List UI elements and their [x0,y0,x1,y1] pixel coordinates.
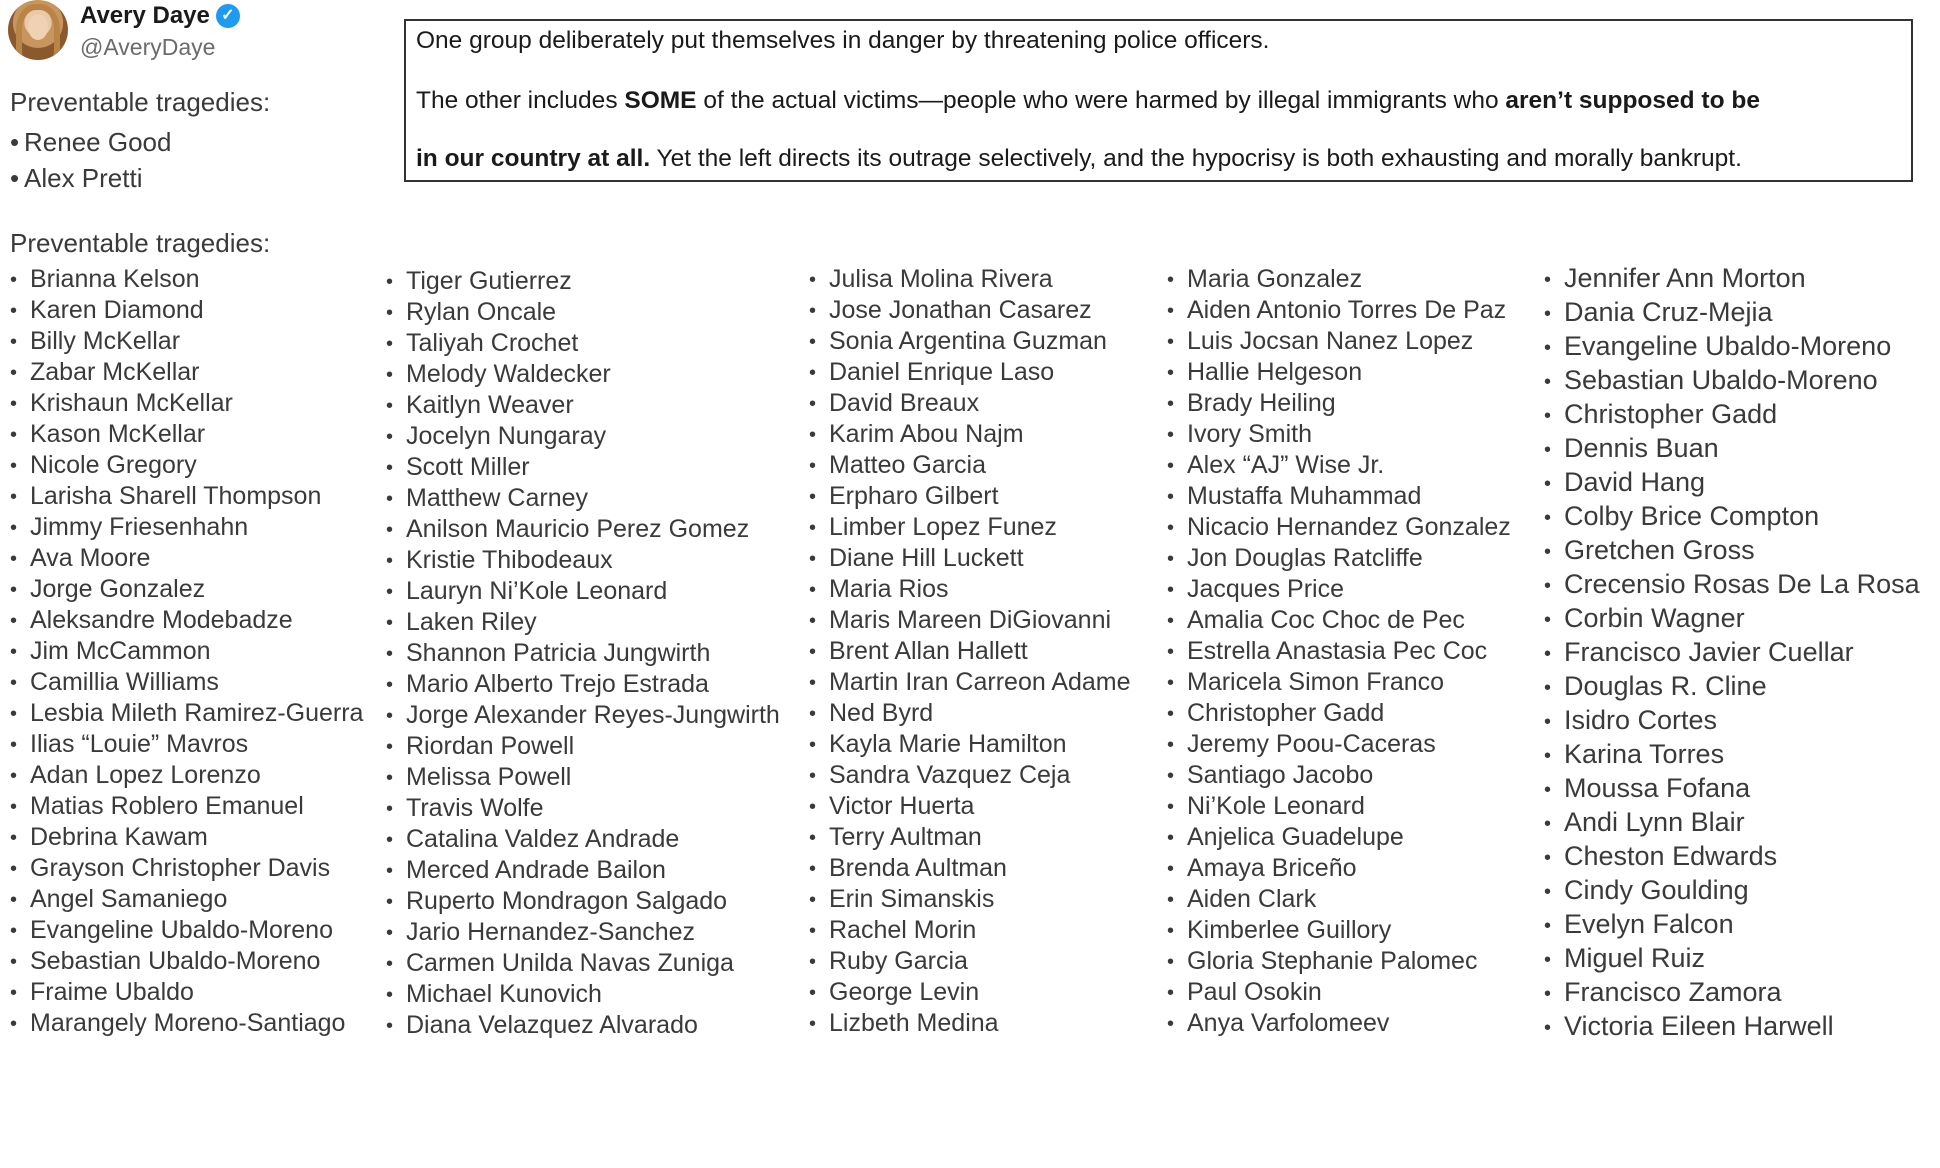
list-item: • Karina Torres [1544,738,1920,772]
list-item: • Gloria Stephanie Palomec [1167,946,1511,977]
list-item: • Kimberlee Guillory [1167,915,1511,946]
list-item: • Debrina Kawam [10,822,363,853]
names-column-4 [1167,264,1511,1039]
list-item: • Ivory Smith [1167,419,1511,450]
list-item: • Jeremy Poou-Caceras [1167,729,1511,760]
list-item: • Amalia Coc Choc de Pec [1167,605,1511,636]
list-item: • Anjelica Guadelupe [1167,822,1511,853]
names-column-1 [10,264,363,1039]
list-item: • Mario Alberto Trejo Estrada [386,669,780,700]
list-item: • Jon Douglas Ratcliffe [1167,543,1511,574]
list-item: • Billy McKellar [10,326,363,357]
list-item: • Brianna Kelson [10,264,363,295]
list-item: • Christopher Gadd [1167,698,1511,729]
quote-emphasis: SOME [624,87,697,114]
list-item: • Melissa Powell [386,762,780,793]
list-item: • Diane Hill Luckett [809,543,1131,574]
names-column-2 [386,266,780,1041]
list-item [10,124,171,160]
quote-box [404,19,1913,182]
list-item: • Ilias “Louie” Mavros [10,729,363,760]
list-item: • Colby Brice Compton [1544,500,1920,534]
list-item: • Anya Varfolomeev [1167,1008,1511,1039]
list-item: • Diana Velazquez Alvarado [386,1010,780,1041]
list-item: • Amaya Briceño [1167,853,1511,884]
list-item: • Corbin Wagner [1544,602,1920,636]
list-item: • Douglas R. Cline [1544,670,1920,704]
list-item: • Scott Miller [386,452,780,483]
list-item: • Lesbia Mileth Ramirez-Guerra [10,698,363,729]
list-item: • Kristie Thibodeaux [386,545,780,576]
list-item: • Jose Jonathan Casarez [809,295,1131,326]
list-item: • Lizbeth Medina [809,1008,1131,1039]
intro-list [10,124,171,196]
list-item: • Jocelyn Nungaray [386,421,780,452]
author-handle[interactable]: @AveryDaye [80,34,216,60]
list-item: • Shannon Patricia Jungwirth [386,638,780,669]
list-item: • Travis Wolfe [386,793,780,824]
list-item: • Matteo Garcia [809,450,1131,481]
list-item: • Ava Moore [10,543,363,574]
list-item: • David Breaux [809,388,1131,419]
list-item: • Carmen Unilda Navas Zuniga [386,948,780,979]
author-name-row[interactable] [80,2,240,30]
list-item: • Dania Cruz-Mejia [1544,296,1920,330]
list-item: • Larisha Sharell Thompson [10,481,363,512]
list-item: • Alex “AJ” Wise Jr. [1167,450,1511,481]
list-item: • Daniel Enrique Laso [809,357,1131,388]
list-item: • Evelyn Falcon [1544,908,1920,942]
list-item: • Aleksandre Modebadze [10,605,363,636]
list-item: • Julisa Molina Rivera [809,264,1131,295]
list-item: • Luis Jocsan Nanez Lopez [1167,326,1511,357]
list-item: • Mustaffa Muhammad [1167,481,1511,512]
list-item: • Laken Riley [386,607,780,638]
list-item: • Sonia Argentina Guzman [809,326,1131,357]
quote-text: Yet the left directs its outrage selectively, and the hypocrisy is both exhausting and morally bankrupt. [650,145,1742,172]
list-item: • Melody Waldecker [386,359,780,390]
quote-emphasis: aren’t supposed to be [1505,87,1760,114]
list-item-text: Renee Good [24,127,172,157]
list-item: • Limber Lopez Funez [809,512,1131,543]
author-name[interactable]: Avery Daye [80,2,210,29]
list-item: • Sebastian Ubaldo-Moreno [10,946,363,977]
list-item: • Cheston Edwards [1544,840,1920,874]
list-item: • Maria Gonzalez [1167,264,1511,295]
list-item: • Michael Kunovich [386,979,780,1010]
list-item: • Fraime Ubaldo [10,977,363,1008]
list-item: • Victor Huerta [809,791,1131,822]
list-item: • Kaitlyn Weaver [386,390,780,421]
list-item: • Francisco Zamora [1544,976,1920,1010]
verified-badge-icon: ✓ [216,4,240,28]
list-item: • Jim McCammon [10,636,363,667]
list-item: • Jario Hernandez-Sanchez [386,917,780,948]
list-item: • Brenda Aultman [809,853,1131,884]
list-item: • Brady Heiling [1167,388,1511,419]
list-item: • Jimmy Friesenhahn [10,512,363,543]
list-item: • Jorge Alexander Reyes-Jungwirth [386,700,780,731]
list-item: • Nicacio Hernandez Gonzalez [1167,512,1511,543]
list-item: • Miguel Ruiz [1544,942,1920,976]
list-item: • Anilson Mauricio Perez Gomez [386,514,780,545]
quote-emphasis: in our country at all. [416,145,651,172]
list-item: • David Hang [1544,466,1920,500]
list-item: • Lauryn Ni’Kole Leonard [386,576,780,607]
list-item: • Merced Andrade Bailon [386,855,780,886]
list-item: • Karen Diamond [10,295,363,326]
list-item [10,160,171,196]
list-item: • Dennis Buan [1544,432,1920,466]
list-item: • Isidro Cortes [1544,704,1920,738]
list-item: • Kayla Marie Hamilton [809,729,1131,760]
list-item: • Evangeline Ubaldo-Moreno [1544,330,1920,364]
list-item: • Andi Lynn Blair [1544,806,1920,840]
list-item: • Grayson Christopher Davis [10,853,363,884]
quote-line-1: One group deliberately put themselves in danger by threatening police officers. [416,27,1270,54]
quote-line-2 [416,85,1760,117]
list-item: • Rachel Morin [809,915,1131,946]
bullet: • [10,127,20,157]
list-item: • Jennifer Ann Morton [1544,262,1920,296]
list-item: • Evangeline Ubaldo-Moreno [10,915,363,946]
list-item: • Jorge Gonzalez [10,574,363,605]
list-item: • Erpharo Gilbert [809,481,1131,512]
list-item: • Aiden Antonio Torres De Paz [1167,295,1511,326]
quote-text: The other includes [416,87,625,114]
list-item: • Maris Mareen DiGiovanni [809,605,1131,636]
list-item: • Victoria Eileen Harwell [1544,1010,1920,1044]
list-item: • Riordan Powell [386,731,780,762]
list-item: • Krishaun McKellar [10,388,363,419]
list-item: • Karim Abou Najm [809,419,1131,450]
list-item: • Cindy Goulding [1544,874,1920,908]
list-item: • Maricela Simon Franco [1167,667,1511,698]
list-item: • Terry Aultman [809,822,1131,853]
list-item: • Jacques Price [1167,574,1511,605]
list-item-text: Alex Pretti [24,163,143,193]
list-item: • Maria Rios [809,574,1131,605]
bullet: • [10,163,20,193]
list-item: • Rylan Oncale [386,297,780,328]
list-item: • Estrella Anastasia Pec Coc [1167,636,1511,667]
list-item: • Moussa Fofana [1544,772,1920,806]
list-item: • Angel Samaniego [10,884,363,915]
list-item: • Crecensio Rosas De La Rosa [1544,568,1920,602]
list-item: • Matthew Carney [386,483,780,514]
list-item: • Camillia Williams [10,667,363,698]
list-item: • Francisco Javier Cuellar [1544,636,1920,670]
list-item: • Ned Byrd [809,698,1131,729]
list-item: • Matias Roblero Emanuel [10,791,363,822]
list-item: • Ruby Garcia [809,946,1131,977]
quote-line-3 [416,143,1742,175]
list-item: • Christopher Gadd [1544,398,1920,432]
list-item: • Ruperto Mondragon Salgado [386,886,780,917]
list-item: • Brent Allan Hallett [809,636,1131,667]
list-item: • George Levin [809,977,1131,1008]
list-item: • Hallie Helgeson [1167,357,1511,388]
list-item: • Kason McKellar [10,419,363,450]
list-item: • Marangely Moreno-Santiago [10,1008,363,1039]
list-item: • Taliyah Crochet [386,328,780,359]
list-item: • Catalina Valdez Andrade [386,824,780,855]
list-item: • Paul Osokin [1167,977,1511,1008]
list-heading: Preventable tragedies: [10,228,271,258]
list-item: • Sandra Vazquez Ceja [809,760,1131,791]
list-item: • Sebastian Ubaldo-Moreno [1544,364,1920,398]
names-column-5 [1544,262,1920,1044]
list-item: • Aiden Clark [1167,884,1511,915]
list-item: • Gretchen Gross [1544,534,1920,568]
list-item: • Erin Simanskis [809,884,1131,915]
avatar[interactable] [8,0,68,60]
avatar-face [28,14,48,40]
quote-text: of the actual victims—people who were harmed by illegal immigrants who [696,87,1506,114]
intro-heading: Preventable tragedies: [10,87,271,117]
list-item: • Zabar McKellar [10,357,363,388]
list-item: • Adan Lopez Lorenzo [10,760,363,791]
list-item: • Nicole Gregory [10,450,363,481]
list-item: • Martin Iran Carreon Adame [809,667,1131,698]
list-item: • Ni’Kole Leonard [1167,791,1511,822]
names-column-3 [809,264,1131,1039]
list-item: • Tiger Gutierrez [386,266,780,297]
list-item: • Santiago Jacobo [1167,760,1511,791]
